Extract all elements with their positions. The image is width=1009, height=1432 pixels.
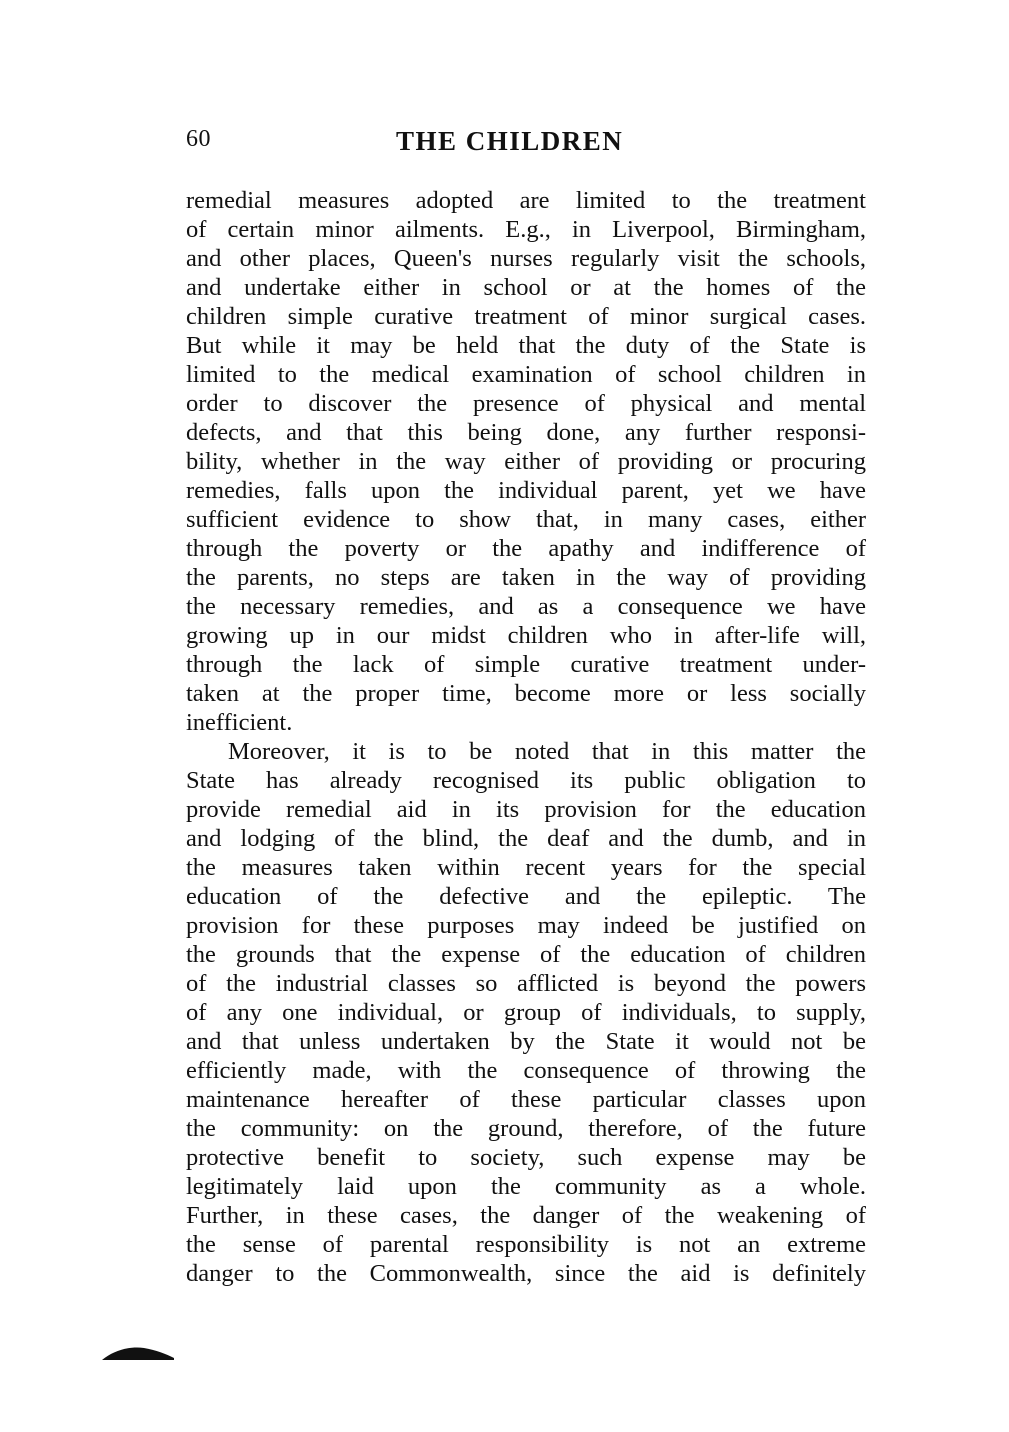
text-line: provision for these purposes may indeed be justified on	[186, 912, 866, 939]
text-line: danger to the Commonwealth, since the aid is definitely	[186, 1260, 866, 1287]
text-line: growing up in our midst children who in after-life will,	[186, 622, 866, 649]
text-line: through the lack of simple curative treatment under-	[186, 651, 866, 678]
text-line: Further, in these cases, the danger of the weakening of	[186, 1202, 866, 1229]
text-line: of any one individual, or group of individuals, to supply,	[186, 999, 866, 1026]
text-line: education of the defective and the epileptic. The	[186, 883, 866, 910]
text-line: and undertake either in school or at the homes of the	[186, 274, 866, 301]
text-line: order to discover the presence of physical and mental	[186, 390, 866, 417]
text-line: legitimately laid upon the community as a whole.	[186, 1173, 866, 1200]
text-line: the necessary remedies, and as a consequence we have	[186, 593, 866, 620]
page-header	[186, 126, 866, 166]
body-text	[186, 186, 866, 1288]
ink-smudge-mark	[100, 1344, 176, 1364]
text-line: Moreover, it is to be noted that in this matter the	[228, 738, 866, 765]
text-line: of certain minor ailments. E.g., in Liverpool, Birmingham,	[186, 216, 866, 243]
text-line: the grounds that the expense of the education of children	[186, 941, 866, 968]
text-line: through the poverty or the apathy and indifference of	[186, 535, 866, 562]
text-line: protective benefit to society, such expense may be	[186, 1144, 866, 1171]
paragraph-1	[186, 186, 866, 737]
running-title: THE CHILDREN	[396, 126, 624, 156]
text-line: remedies, falls upon the individual parent, yet we have	[186, 477, 866, 504]
text-line: the measures taken within recent years for the special	[186, 854, 866, 881]
text-line: and lodging of the blind, the deaf and the dumb, and in	[186, 825, 866, 852]
ink-smudge-shape	[102, 1348, 174, 1361]
text-line: inefficient.	[186, 709, 293, 736]
text-line: efficiently made, with the consequence of throwing the	[186, 1057, 866, 1084]
text-line: provide remedial aid in its provision for the education	[186, 796, 866, 823]
text-line: of the industrial classes so afflicted is beyond the powers	[186, 970, 866, 997]
text-line: State has already recognised its public obligation to	[186, 767, 866, 794]
text-line: and that unless undertaken by the State it would not be	[186, 1028, 866, 1055]
text-line: children simple curative treatment of minor surgical cases.	[186, 303, 866, 330]
text-line: sufficient evidence to show that, in many cases, either	[186, 506, 866, 533]
text-line: taken at the proper time, become more or less socially	[186, 680, 866, 707]
text-line: bility, whether in the way either of providing or procuring	[186, 448, 866, 475]
page-number: 60	[186, 126, 211, 152]
text-line: and other places, Queen's nurses regularly visit the schools,	[186, 245, 866, 272]
text-line: limited to the medical examination of school children in	[186, 361, 866, 388]
text-line: the community: on the ground, therefore, of the future	[186, 1115, 866, 1142]
text-line: remedial measures adopted are limited to the treatment	[186, 187, 866, 214]
text-line: the parents, no steps are taken in the way of providing	[186, 564, 866, 591]
text-line: defects, and that this being done, any further responsi-	[186, 419, 866, 446]
paragraph-2	[186, 737, 866, 1288]
text-line: But while it may be held that the duty of the State is	[186, 332, 866, 359]
text-line: the sense of parental responsibility is not an extreme	[186, 1231, 866, 1258]
text-line: maintenance hereafter of these particular classes upon	[186, 1086, 866, 1113]
